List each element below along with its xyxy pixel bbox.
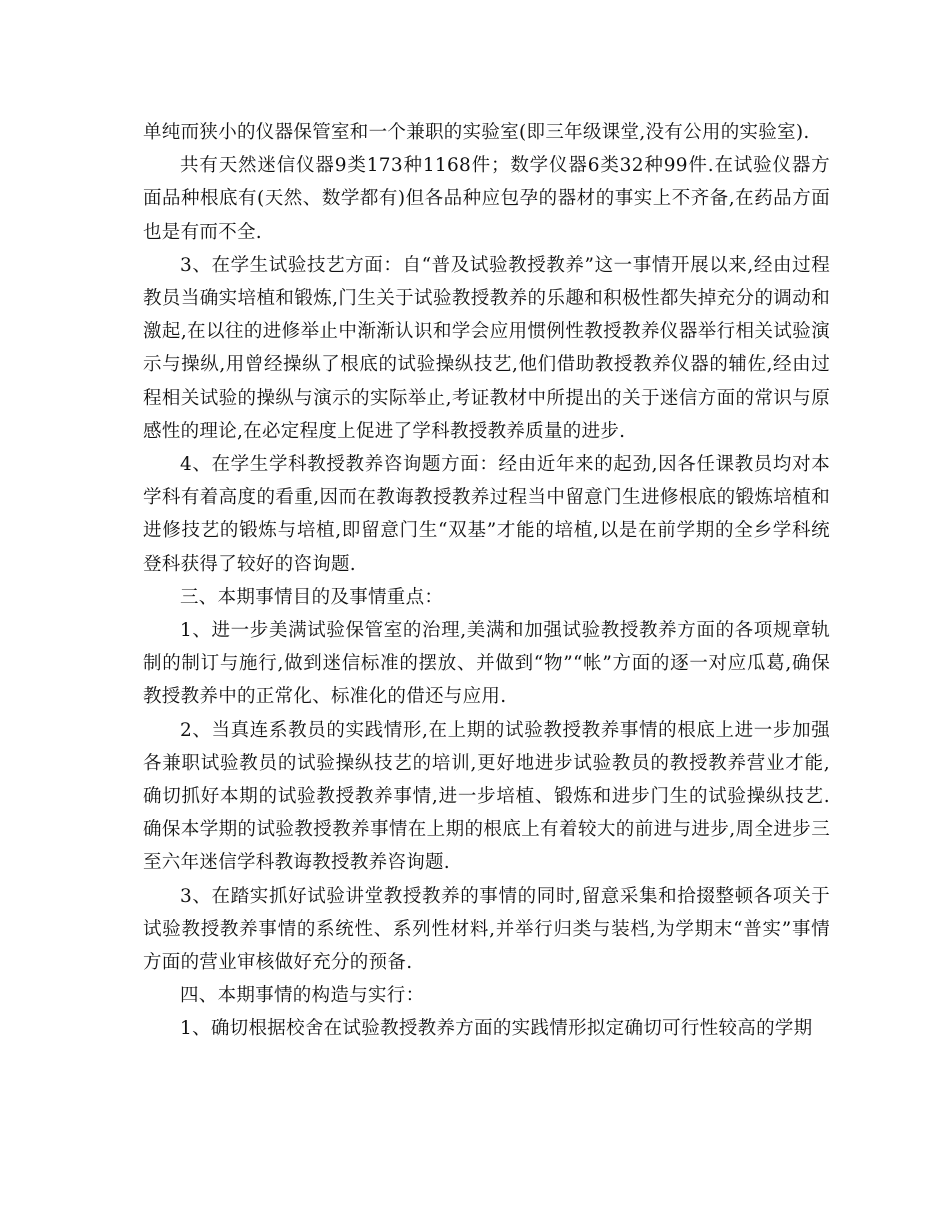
paragraph-student-lab-skills: 3、在学生试验技艺方面：自“普及试验教授教养”这一事情开展以来,经由过程教员当确实培植和锻炼,门生关于试验教授教养的乐趣和积极性都失掉充分的调动和激起,在以往的进修举止中渐渐认识和学会应用惯例性教授教养仪器举行相关试验演示与操纵,用曾经操纵了根底的试验操纵技艺,他们借助教授教养仪器的辅佐,经由过程相关试验的操纵与演示的实际举止,考证教材中所提出的关于迷信方面的常识与原感性的理论,在必定程度上促进了学科教授教养质量的进步.: [143, 254, 830, 442]
document-body: [143, 116, 830, 1046]
paragraph-goal-1: 1、进一步美满试验保管室的治理,美满和加强试验教授教养方面的各项规章轨制的制订与施行,做到迷信标准的摆放、并做到“物”“帐”方面的逐一对应瓜葛,确保教授教养中的正常化、标准化的借还与应用.: [143, 620, 830, 708]
paragraph-teaching-quality: 4、在学生学科教授教养咨询题方面：经由近年来的起劲,因各任课教员均对本学科有着高度的看重,因而在教诲教授教养过程当中留意门生进修根底的锻炼培植和进修技艺的锻炼与培植,即留意门生“双基”才能的培植,以是在前学期的全乡学科统登科获得了较好的咨询题.: [143, 454, 830, 575]
section-heading-implementation: 四、本期事情的构造与实行：: [180, 985, 425, 1007]
section-heading-goals: 三、本期事情目的及事情重点：: [180, 586, 444, 608]
paragraph-lab-rooms: 单纯而狭小的仪器保管室和一个兼职的实验室(即三年级课堂,没有公用的实验室).: [143, 122, 810, 143]
paragraph-goal-2: 2、当真连系教员的实践情形,在上期的试验教授教养事情的根底上进一步加强各兼职试验教员的试验操纵技艺的培训,更好地进步试验教员的教授教养营业才能,确切抓好本期的试验教授教养事情,进一步培植、锻炼和进步门生的试验操纵技艺.确保本学期的试验教授教养事情在上期的根底上有着较大的前进与进步,周全进步三至六年迷信学科教诲教授教养咨询题.: [143, 719, 830, 874]
paragraph-implementation-1: 1、确切根据校舍在试验教授教养方面的实践情形拟定确切可行性较高的学期: [180, 1018, 813, 1040]
paragraph-goal-3: 3、在踏实抓好试验讲堂教授教养的事情的同时,留意采集和拾掇整顿各项关于试验教授教养事情的系统性、系列性材料,并举行归类与装档,为学期末“普实”事情方面的营业审核做好充分的预备.: [143, 885, 830, 974]
paragraph-instrument-inventory: 共有天然迷信仪器9类173种1168件；数学仪器6类32种99件.在试验仪器方面品种根底有(天然、数学都有)但各品种应包孕的器材的事实上不齐备,在药品方面也是有而不全.: [143, 155, 830, 243]
